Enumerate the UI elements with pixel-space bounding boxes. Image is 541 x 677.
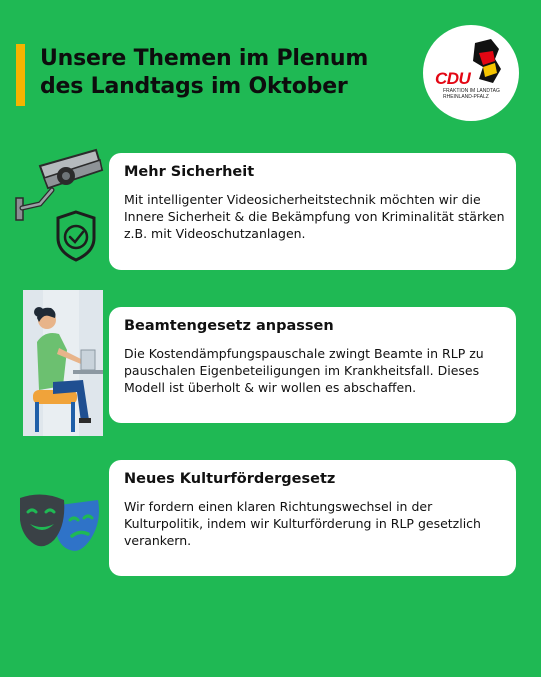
rlp-flag-icon — [469, 39, 503, 85]
topic-card-culture — [109, 460, 516, 576]
topic-card-civil-servants — [109, 307, 516, 423]
card-body: Die Kostendämpfungspauschale zwingt Beamte in RLP zu pauschalen Eigenbeteiligungen im Krankheitsfall. Dieses Modell ist überholt & wir wollen es abschaffen. — [124, 346, 484, 395]
card-title: Mehr Sicherheit — [124, 164, 255, 180]
logo-sub-line-2: RHEINLAND-PFALZ — [443, 94, 489, 100]
theater-masks-icon — [18, 492, 104, 560]
card-title: Beamtengesetz anpassen — [124, 318, 334, 334]
card-title: Neues Kulturfördergesetz — [124, 471, 336, 487]
office-worker-illustration — [23, 290, 103, 436]
logo-sub-line-1: FRAKTION IM LANDTAG — [443, 88, 500, 94]
accent-bar — [16, 44, 25, 106]
card-body: Mit intelligenter Videosicherheitstechnik möchten wir die Innere Sicherheit & die Bekämpfung von Kriminalität stärken z.B. mit Videoschutzanlagen. — [124, 192, 505, 241]
cdu-logo — [423, 25, 519, 121]
logo-brand: CDU — [435, 69, 471, 88]
title-line-2: des Landtags im Oktober — [40, 74, 348, 99]
security-camera-shield-icon — [12, 146, 106, 264]
topic-card-security — [109, 153, 516, 270]
logo-subtitle — [443, 88, 507, 100]
card-body: Wir fordern einen klaren Richtungswechsel in der Kulturpolitik, indem wir Kulturförderung in RLP gesetzlich verankern. — [124, 499, 481, 548]
title-line-1: Unsere Themen im Plenum — [40, 46, 369, 71]
page-title — [40, 45, 420, 101]
